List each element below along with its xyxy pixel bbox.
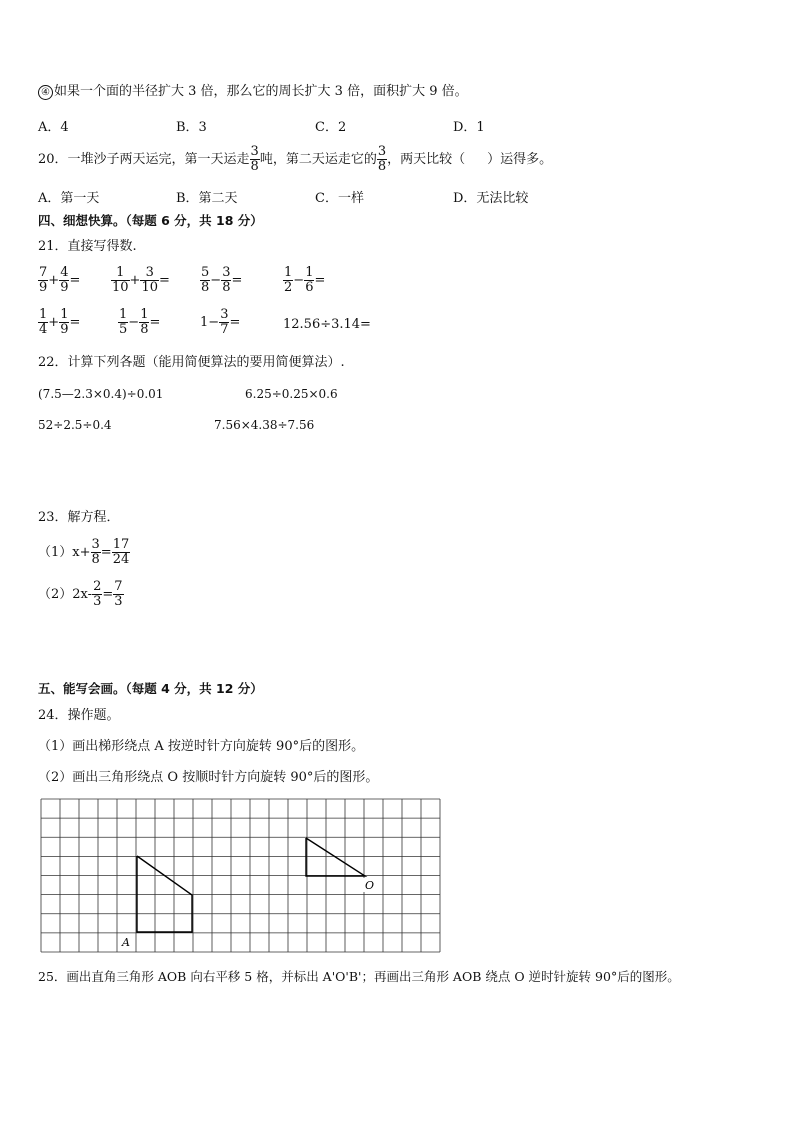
- label-o: O: [365, 879, 375, 892]
- q22-title: 22．计算下列各题（能用简便算法的要用简便算法）.: [38, 355, 345, 370]
- statement-number: ④: [38, 85, 53, 100]
- option-a: A．4: [38, 120, 69, 135]
- q21-item: 12.56÷3.14=: [283, 317, 371, 332]
- q21-item: 1− $\frac{3}{7}$ =: [200, 307, 241, 337]
- q22-expr-2: 6.25÷0.25×0.6: [245, 387, 338, 401]
- option-b: B．第二天: [176, 191, 238, 206]
- q20-text-1: 20．一堆沙子两天运完，第一天运走: [38, 152, 250, 167]
- q20-text-2: 吨，第二天运走它的: [259, 152, 377, 167]
- q21-item: $\frac{1}{10}$ + $\frac{3}{10}$ =: [112, 265, 170, 295]
- label-a: A: [122, 936, 130, 949]
- q21-item: $\frac{5}{8}$ − $\frac{3}{8}$ =: [201, 265, 243, 295]
- option-a: A．第一天: [38, 191, 100, 206]
- section-5-title: 五、能写会画。（每题 4 分，共 12 分）: [38, 681, 263, 696]
- q21-title: 21．直接写得数.: [38, 239, 137, 254]
- q22-expr-1: (7.5—2.3×0.4)÷0.01: [38, 387, 164, 401]
- q23-title: 23．解方程．: [38, 510, 120, 525]
- fraction: $\frac{3}{8}$: [377, 144, 387, 174]
- option-c: C．2: [315, 120, 347, 135]
- q20-text-4: ）运得多。: [487, 152, 553, 167]
- option-d: D．无法比较: [453, 191, 529, 206]
- rotation-grid[interactable]: [40, 798, 442, 954]
- q21-item: $\frac{1}{5}$ − $\frac{1}{8}$ =: [119, 307, 161, 337]
- q21-item: $\frac{1}{4}$ + $\frac{1}{9}$ =: [39, 307, 81, 337]
- q22-expr-4: 7.56×4.38÷7.56: [214, 418, 315, 432]
- q25-text: 25．画出直角三角形 AOB 向右平移 5 格，并标出 A'O'B'；再画出三角形 AOB 绕点 O 逆时针旋转 90°后的图形。: [38, 969, 680, 984]
- q22-expr-3: 52÷2.5÷0.4: [38, 418, 112, 432]
- section-4-title: 四、细想快算。（每题 6 分，共 18 分）: [38, 213, 263, 228]
- option-b: B．3: [176, 120, 207, 135]
- q23-equation-1: （1）x+ $\frac{3}{8}$ = $\frac{17}{24}$: [38, 537, 130, 567]
- q24-sub-2: （2）画出三角形绕点 O 按顺时针方向旋转 90°后的图形。: [38, 770, 379, 785]
- grid-lines: [41, 799, 440, 952]
- statement-text: 如果一个面的半径扩大 3 倍，那么它的周长扩大 3 倍，面积扩大 9 倍。: [54, 84, 468, 99]
- q24-sub-1: （1）画出梯形绕点 A 按逆时针方向旋转 90°后的图形。: [38, 739, 365, 754]
- q20-question: [38, 143, 552, 177]
- q24-title: 24．操作题。: [38, 708, 120, 723]
- option-c: C．一样: [315, 191, 364, 206]
- q23-equation-2: （2）2x- $\frac{2}{3}$ = $\frac{7}{3}$: [38, 579, 123, 609]
- q20-text-3: ，两天比较（: [387, 152, 466, 167]
- q21-item: $\frac{7}{9}$ + $\frac{4}{9}$ =: [39, 265, 81, 295]
- q19-statement: [38, 84, 468, 100]
- trapezoid-shape: [137, 856, 192, 932]
- option-d: D．1: [453, 120, 485, 135]
- triangle-shape: [306, 838, 365, 876]
- q21-item: $\frac{1}{2}$ − $\frac{1}{6}$ =: [284, 265, 326, 295]
- fraction: $\frac{3}{8}$: [250, 144, 259, 174]
